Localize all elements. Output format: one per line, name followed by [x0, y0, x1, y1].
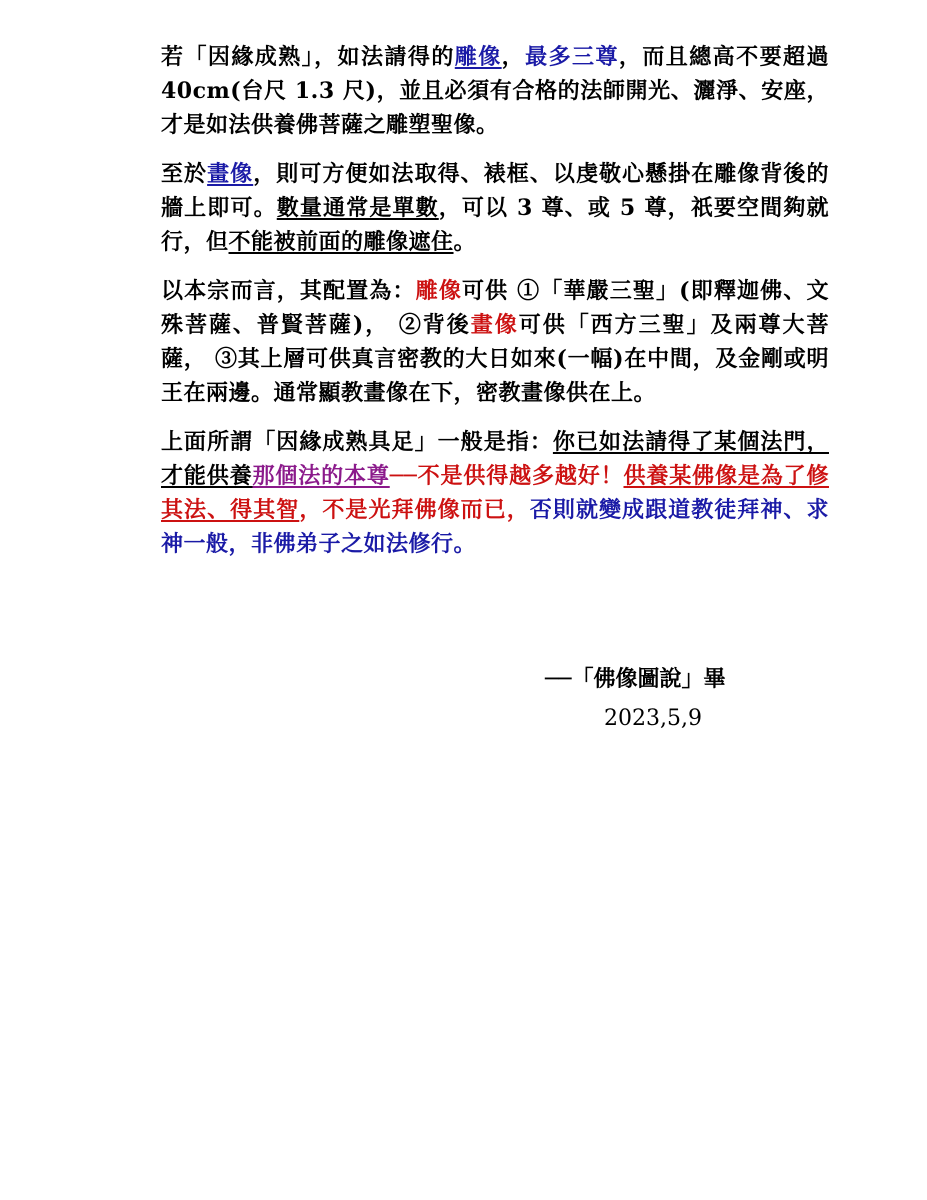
text-run: ，	[501, 44, 526, 70]
date-line: 2023,5,9	[604, 706, 702, 731]
text-run: 。	[453, 229, 477, 255]
highlight-principal-deity: 那個法的本尊	[252, 463, 390, 489]
highlight-otherwise: 否則就變成跟道教徒拜神、求神一般，非佛弟子之如法修行。	[161, 497, 829, 557]
highlight-odd-number: 數量通常是單數	[276, 195, 439, 221]
paragraph-conditions	[161, 425, 829, 561]
document-body	[161, 40, 829, 576]
text-run: 若「因緣成熟」，如法請得的	[161, 44, 455, 70]
highlight-not-blocked: 不能被前面的雕像遮住	[228, 229, 454, 255]
text-run: ，而且總高不要超過 40cm(台尺 1.3 尺)，並且必須有合格的法師開光、灑淨、安座，才是如法供養佛菩薩之雕塑聖像。	[161, 44, 829, 138]
highlight-purpose: 供養某佛像是為了修其法、得其智	[161, 463, 829, 523]
text-run: 至於	[161, 161, 208, 187]
paragraph-statues	[161, 40, 829, 142]
highlight-statue-red: 雕像	[415, 278, 462, 304]
highlight-statue: 雕像	[454, 44, 502, 70]
paragraph-arrangement	[161, 274, 829, 410]
text-run: 可供「西方三聖」及兩尊大菩薩， ③其上層可供真言密教的大日如來(一幅)在中間，及金剛或明王在兩邊。通常顯教畫像在下，密教畫像供在上。	[161, 312, 829, 406]
text-run-red: ，不是光拜佛像而已，	[299, 497, 530, 523]
paragraph-paintings	[161, 157, 829, 259]
text-run: 以本宗而言，其配置為：	[161, 278, 416, 304]
text-run: ，則可方便如法取得、裱框、以虔敬心懸掛在雕像背後的牆上即可。	[161, 161, 829, 221]
highlight-dharma-door: 你已如法請得了某個法門，才能供養	[161, 429, 829, 489]
signature-line: ──「佛像圖說」畢	[545, 666, 726, 692]
highlight-painting: 畫像	[207, 161, 254, 187]
text-run: 上面所謂「因緣成熟具足」一般是指：	[161, 429, 553, 455]
highlight-max-three: 最多三尊	[525, 44, 619, 70]
highlight-not-more: ──不是供得越多越好！	[389, 463, 624, 489]
text-run: 可供 ①「華嚴三聖」(即釋迦佛、文殊菩薩、普賢菩薩)， ②背後	[161, 278, 829, 338]
highlight-painting-red: 畫像	[470, 312, 519, 338]
text-run: ，可以 3 尊、或 5 尊，祇要空間夠就行，但	[161, 195, 829, 255]
